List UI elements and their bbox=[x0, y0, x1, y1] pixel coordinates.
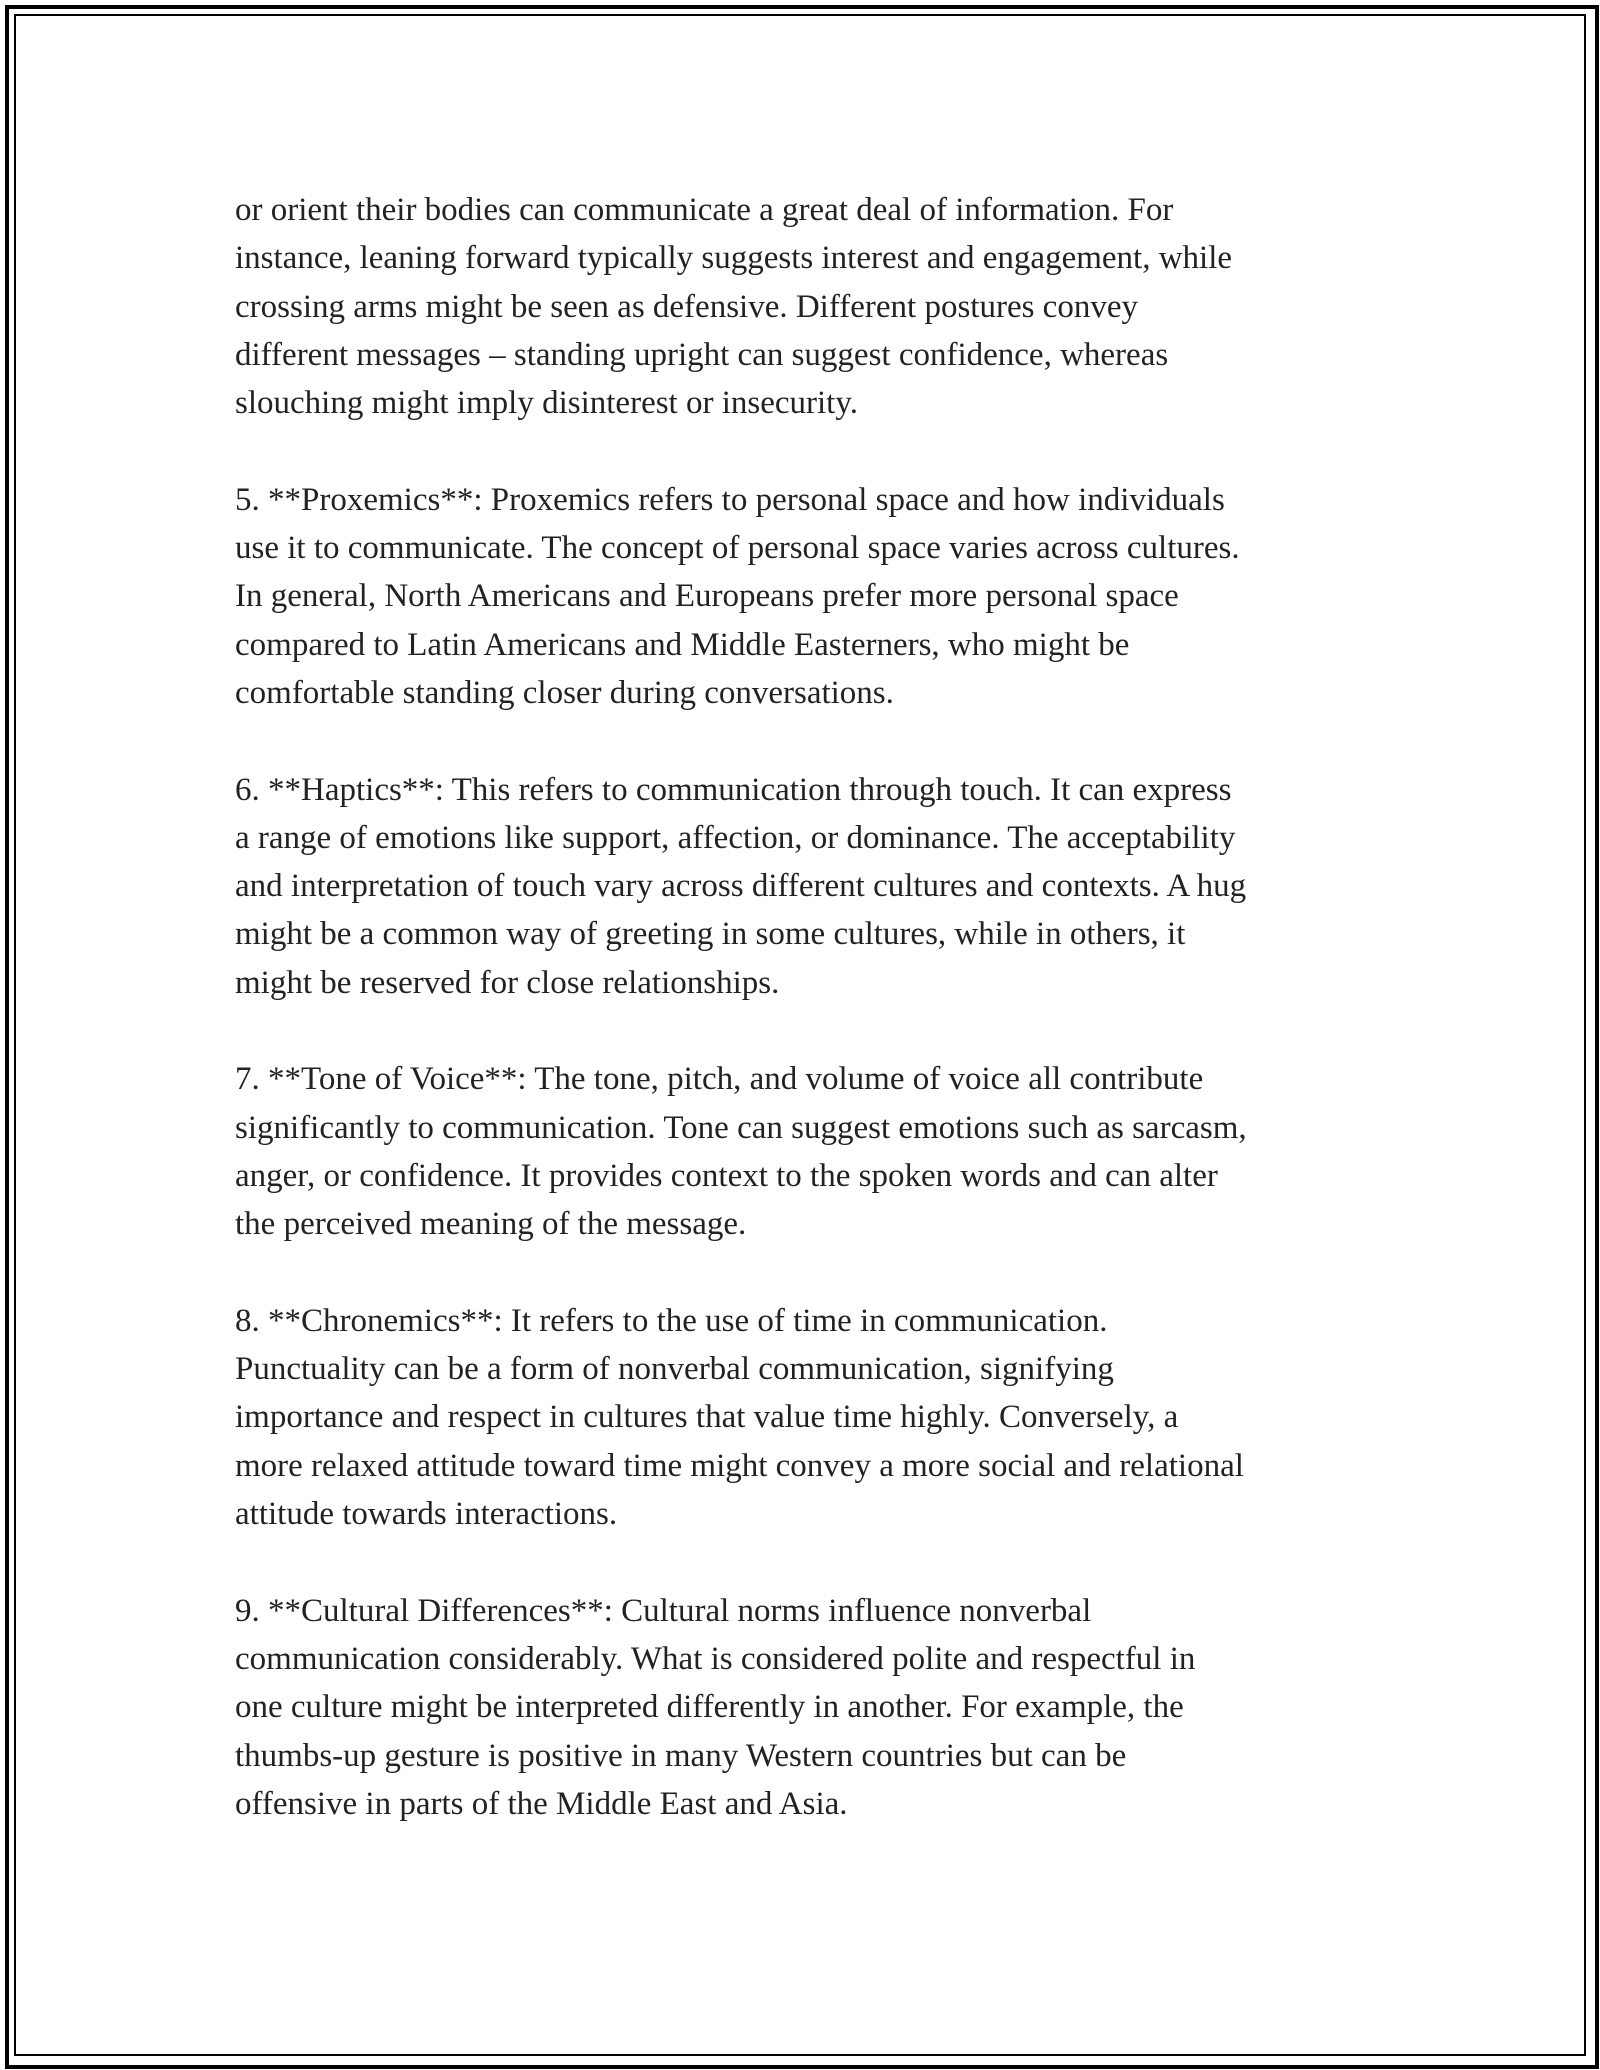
text-line: crossing arms might be seen as defensive. Different postures convey bbox=[235, 288, 1138, 325]
text-line: anger, or confidence. It provides context to the spoken words and can alter bbox=[235, 1157, 1218, 1194]
text-line: attitude towards interactions. bbox=[235, 1496, 618, 1533]
text-line: 7. **Tone of Voice**: The tone, pitch, and volume of voice all contribute bbox=[235, 1061, 1204, 1098]
text-line: slouching might imply disinterest or insecurity. bbox=[235, 385, 858, 422]
text-line: more relaxed attitude toward time might convey a more social and relational bbox=[235, 1447, 1244, 1484]
text-line: Punctuality can be a form of nonverbal communication, signifying bbox=[235, 1351, 1114, 1388]
text-line: one culture might be interpreted differently in another. For example, the bbox=[235, 1689, 1184, 1726]
document-body bbox=[235, 186, 1375, 1876]
paragraph-haptics bbox=[235, 766, 1375, 1007]
text-line: In general, North Americans and Europeans prefer more personal space bbox=[235, 578, 1179, 615]
text-line: might be reserved for close relationships. bbox=[235, 964, 780, 1001]
text-line: different messages – standing upright can suggest confidence, whereas bbox=[235, 336, 1169, 373]
paragraph-tone-of-voice bbox=[235, 1055, 1375, 1248]
paragraph-cultural-differences bbox=[235, 1587, 1375, 1828]
text-line: 9. **Cultural Differences**: Cultural norms influence nonverbal bbox=[235, 1592, 1092, 1629]
text-line: 6. **Haptics**: This refers to communication through touch. It can express bbox=[235, 771, 1232, 808]
text-line: instance, leaning forward typically suggests interest and engagement, while bbox=[235, 240, 1233, 277]
paragraph-body-language-continued bbox=[235, 186, 1375, 427]
text-line: use it to communicate. The concept of personal space varies across cultures. bbox=[235, 530, 1240, 567]
text-line: importance and respect in cultures that value time highly. Conversely, a bbox=[235, 1399, 1179, 1436]
text-line: 5. **Proxemics**: Proxemics refers to personal space and how individuals bbox=[235, 481, 1225, 518]
text-line: communication considerably. What is considered polite and respectful in bbox=[235, 1640, 1196, 1677]
text-line: significantly to communication. Tone can suggest emotions such as sarcasm, bbox=[235, 1109, 1247, 1146]
text-line: and interpretation of touch vary across different cultures and contexts. A hug bbox=[235, 868, 1247, 905]
text-line: compared to Latin Americans and Middle Easterners, who might be bbox=[235, 626, 1130, 663]
text-line: the perceived meaning of the message. bbox=[235, 1206, 747, 1243]
text-line: a range of emotions like support, affection, or dominance. The acceptability bbox=[235, 819, 1236, 856]
text-line: offensive in parts of the Middle East and Asia. bbox=[235, 1785, 848, 1822]
text-line: 8. **Chronemics**: It refers to the use of time in communication. bbox=[235, 1302, 1108, 1339]
text-line: might be a common way of greeting in some cultures, while in others, it bbox=[235, 916, 1186, 953]
paragraph-chronemics bbox=[235, 1297, 1375, 1538]
paragraph-proxemics bbox=[235, 476, 1375, 717]
text-line: comfortable standing closer during conversations. bbox=[235, 674, 894, 711]
text-line: thumbs-up gesture is positive in many Western countries but can be bbox=[235, 1737, 1127, 1774]
text-line: or orient their bodies can communicate a great deal of information. For bbox=[235, 192, 1174, 228]
